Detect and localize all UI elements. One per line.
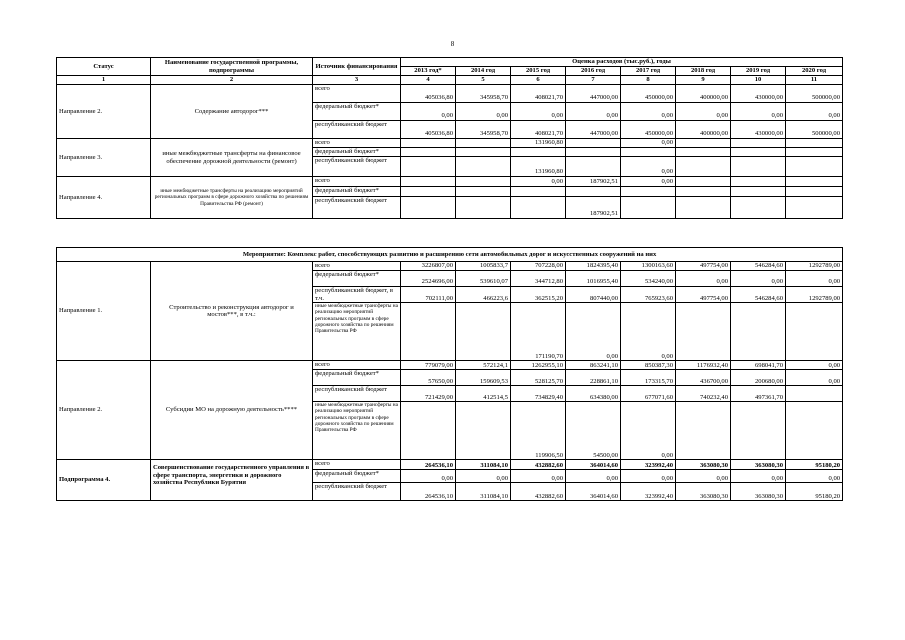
cell-value: 0,00 (731, 470, 786, 483)
cell-value: 497754,00 (676, 287, 731, 303)
header-column-number: 9 (676, 76, 731, 85)
row-source: федеральный бюджет* (313, 148, 401, 157)
table-row (57, 85, 843, 103)
cell-value: 0,00 (786, 271, 843, 287)
header-column-number: 5 (456, 76, 511, 85)
row-source: всего (313, 361, 401, 370)
cell-value: 1300163,60 (621, 262, 676, 271)
cell-value (676, 148, 731, 157)
cell-value: 364014,60 (566, 460, 621, 470)
cell-value: 497361,70 (731, 386, 786, 402)
cell-value: 264536,10 (401, 483, 456, 501)
row-source: республиканский бюджет (313, 386, 401, 402)
row-name: иные межбюджетные трансферты на реализацию мероприятий региональных программ в сфере дорожного хозяйства по решениям Правительства РФ (ремонт) (151, 177, 313, 219)
row-source: республиканский бюджет (313, 197, 401, 219)
cell-value (566, 139, 621, 148)
cell-value (786, 177, 843, 187)
cell-value: 323992,40 (621, 460, 676, 470)
cell-value: 500000,00 (786, 121, 843, 139)
row-name: Строительство и реконструкция автодорог и мостов***, в т.ч.: (151, 262, 313, 361)
cell-value: 0,00 (621, 177, 676, 187)
row-source: всего (313, 177, 401, 187)
row-status: Направление 2. (57, 361, 151, 460)
cell-value: 57650,00 (401, 370, 456, 386)
cell-value: 131960,80 (511, 139, 566, 148)
cell-value: 734829,40 (511, 386, 566, 402)
cell-value (511, 148, 566, 157)
cell-value: 432882,60 (511, 460, 566, 470)
header-column-number: 10 (731, 76, 786, 85)
header-estimate: Оценка расходов (тыс.руб.), годы (401, 58, 843, 67)
cell-value (786, 197, 843, 219)
cell-value: 466223,6 (456, 287, 511, 303)
cell-value: 0,00 (511, 470, 566, 483)
table-row (57, 460, 843, 470)
cell-value: 405036,80 (401, 85, 456, 103)
cell-value: 447000,00 (566, 121, 621, 139)
cell-value: 159609,53 (456, 370, 511, 386)
row-source: иные межбюджетные трансферты на реализацию мероприятий региональных программ в сфере дорожного хозяйства по решениям Правительства РФ (313, 402, 401, 460)
cell-value (676, 139, 731, 148)
cell-value (401, 148, 456, 157)
cell-value (676, 157, 731, 177)
cell-value: 0,00 (676, 271, 731, 287)
cell-value: 0,00 (566, 303, 621, 361)
cell-value: 344712,80 (511, 271, 566, 287)
cell-value (786, 148, 843, 157)
cell-value: 539610,07 (456, 271, 511, 287)
cell-value: 311084,10 (456, 460, 511, 470)
cell-value: 95180,20 (786, 460, 843, 470)
cell-value (621, 197, 676, 219)
cell-value (786, 187, 843, 197)
cell-value: 430000,00 (731, 85, 786, 103)
cell-value (456, 177, 511, 187)
cell-value: 450000,00 (621, 85, 676, 103)
cell-value: 0,00 (786, 361, 843, 370)
table-row (57, 177, 843, 187)
cell-value (401, 177, 456, 187)
cell-value: 702111,00 (401, 287, 456, 303)
cell-value: 497754,00 (676, 262, 731, 271)
header-column-number: 11 (786, 76, 843, 85)
cell-value: 430000,00 (731, 121, 786, 139)
cell-value: 412514,5 (456, 386, 511, 402)
cell-value: 0,00 (731, 103, 786, 121)
cell-value: 572124,1 (456, 361, 511, 370)
row-status: Направление 3. (57, 139, 151, 177)
cell-value (456, 187, 511, 197)
cell-value: 850387,30 (621, 361, 676, 370)
cell-value (786, 386, 843, 402)
header-name: Наименование государственной программы, подпрограммы (151, 58, 313, 76)
header-year: 2015 год (511, 67, 566, 76)
row-source: всего (313, 85, 401, 103)
cell-value: 534240,00 (621, 271, 676, 287)
cell-value: 200680,00 (731, 370, 786, 386)
cell-value: 0,00 (786, 370, 843, 386)
cell-value: 187902,51 (566, 197, 621, 219)
cell-value: 0,00 (401, 103, 456, 121)
cell-value: 119906,50 (511, 402, 566, 460)
header-column-number: 1 (57, 76, 151, 85)
cell-value: 500000,00 (786, 85, 843, 103)
cell-value (621, 187, 676, 197)
row-source: федеральный бюджет* (313, 271, 401, 287)
cell-value (401, 157, 456, 177)
cell-value: 0,00 (621, 157, 676, 177)
cell-value (456, 148, 511, 157)
cell-value (456, 139, 511, 148)
row-status: Направление 4. (57, 177, 151, 219)
cell-value (731, 303, 786, 361)
row-status: Подпрограмма 4. (57, 460, 151, 501)
cell-value: 0,00 (511, 103, 566, 121)
header-year: 2014 год (456, 67, 511, 76)
table-row (57, 262, 843, 271)
header-status: Статус (57, 58, 151, 76)
cell-value (786, 157, 843, 177)
cell-value: 779079,00 (401, 361, 456, 370)
cell-value (401, 187, 456, 197)
cell-value: 765923,60 (621, 287, 676, 303)
cell-value: 1824395,40 (566, 262, 621, 271)
cell-value (401, 402, 456, 460)
cell-value: 528125,70 (511, 370, 566, 386)
cell-value: 264536,10 (401, 460, 456, 470)
cell-value: 546284,60 (731, 262, 786, 271)
cell-value: 0,00 (621, 139, 676, 148)
cell-value (401, 303, 456, 361)
header-column-number: 6 (511, 76, 566, 85)
cell-value: 323992,40 (621, 483, 676, 501)
header-year: 2019 год (731, 67, 786, 76)
cell-value: 0,00 (676, 103, 731, 121)
header-column-number: 3 (313, 76, 401, 85)
cell-value (731, 187, 786, 197)
cell-value: 0,00 (456, 103, 511, 121)
cell-value: 0,00 (456, 470, 511, 483)
cell-value: 131960,80 (511, 157, 566, 177)
row-status: Направление 2. (57, 85, 151, 139)
cell-value: 546284,60 (731, 287, 786, 303)
row-source: республиканский бюджет (313, 157, 401, 177)
budget-table-bottom (56, 247, 843, 501)
cell-value: 0,00 (566, 103, 621, 121)
budget-table-top (56, 57, 843, 219)
row-source: федеральный бюджет* (313, 470, 401, 483)
cell-value: 1016955,40 (566, 271, 621, 287)
cell-value (676, 402, 731, 460)
cell-value: 0,00 (676, 470, 731, 483)
cell-value: 345958,70 (456, 85, 511, 103)
cell-value: 363080,30 (731, 460, 786, 470)
row-source: республиканский бюджет (313, 483, 401, 501)
row-source: республиканский бюджет (313, 121, 401, 139)
header-column-number: 4 (401, 76, 456, 85)
cell-value: 405036,80 (401, 121, 456, 139)
cell-value (731, 402, 786, 460)
cell-value (566, 148, 621, 157)
cell-value: 1262955,10 (511, 361, 566, 370)
cell-value: 187902,51 (566, 177, 621, 187)
cell-value: 721429,00 (401, 386, 456, 402)
cell-value: 0,00 (401, 470, 456, 483)
cell-value: 408021,70 (511, 85, 566, 103)
header-year: 2013 год* (401, 67, 456, 76)
table-row (57, 139, 843, 148)
cell-value: 363080,30 (676, 483, 731, 501)
cell-value: 0,00 (511, 177, 566, 187)
cell-value: 0,00 (786, 470, 843, 483)
row-source: всего (313, 460, 401, 470)
row-source: всего (313, 262, 401, 271)
row-source: федеральный бюджет* (313, 370, 401, 386)
cell-value (456, 197, 511, 219)
row-name: Субсидии МО на дорожную деятельность**** (151, 361, 313, 460)
cell-value (566, 187, 621, 197)
cell-value: 450000,00 (621, 121, 676, 139)
page-number: 8 (450, 40, 455, 48)
cell-value: 634380,00 (566, 386, 621, 402)
cell-value: 677071,60 (621, 386, 676, 402)
cell-value (786, 303, 843, 361)
cell-value: 0,00 (621, 103, 676, 121)
cell-value: 362515,20 (511, 287, 566, 303)
cell-value: 0,00 (621, 470, 676, 483)
cell-value: 707228,00 (511, 262, 566, 271)
cell-value: 363080,30 (731, 483, 786, 501)
header-column-number: 8 (621, 76, 676, 85)
row-name: Совершенствование государственного управления в сфере транспорта, энергетики и дорожного хозяйства Республики Бурятия (151, 460, 313, 501)
cell-value (401, 139, 456, 148)
cell-value: 0,00 (621, 402, 676, 460)
header-year: 2017 год (621, 67, 676, 76)
cell-value: 408021,70 (511, 121, 566, 139)
cell-value: 364014,60 (566, 483, 621, 501)
header-column-number: 7 (566, 76, 621, 85)
cell-value: 400000,00 (676, 121, 731, 139)
cell-value: 171190,70 (511, 303, 566, 361)
cell-value: 740232,40 (676, 386, 731, 402)
cell-value (731, 139, 786, 148)
cell-value (401, 197, 456, 219)
cell-value: 447000,00 (566, 85, 621, 103)
cell-value: 0,00 (566, 470, 621, 483)
cell-value: 0,00 (731, 271, 786, 287)
cell-value: 173315,70 (621, 370, 676, 386)
cell-value: 436700,00 (676, 370, 731, 386)
row-name: иные межбюджетные трансферты на финансовое обеспечение дорожной деятельности (ремонт) (151, 139, 313, 177)
cell-value: 228861,10 (566, 370, 621, 386)
cell-value: 400000,00 (676, 85, 731, 103)
cell-value (676, 187, 731, 197)
cell-value: 345958,70 (456, 121, 511, 139)
cell-value: 311084,10 (456, 483, 511, 501)
cell-value (731, 177, 786, 187)
cell-value (456, 157, 511, 177)
row-name: Содержание автодорог*** (151, 85, 313, 139)
row-source: всего (313, 139, 401, 148)
cell-value: 3226807,00 (401, 262, 456, 271)
row-source: республиканский бюджет, в т.ч. (313, 287, 401, 303)
cell-value (676, 177, 731, 187)
header-year: 2020 год (786, 67, 843, 76)
cell-value: 2524696,00 (401, 271, 456, 287)
row-source: федеральный бюджет* (313, 103, 401, 121)
cell-value: 1005833,7 (456, 262, 511, 271)
cell-value (456, 402, 511, 460)
cell-value (786, 402, 843, 460)
cell-value: 0,00 (786, 103, 843, 121)
cell-value (676, 303, 731, 361)
cell-value (456, 303, 511, 361)
cell-value: 1292789,00 (786, 262, 843, 271)
row-source: иные межбюджетные трансферты на реализацию мероприятий региональных программ в сфере дорожного хозяйства по решениям Правительства РФ (313, 303, 401, 361)
cell-value (786, 139, 843, 148)
cell-value (731, 157, 786, 177)
cell-value: 0,00 (621, 303, 676, 361)
cell-value (676, 197, 731, 219)
cell-value: 363080,30 (676, 460, 731, 470)
cell-value (566, 157, 621, 177)
measure-banner: Мероприятие: Комплекс работ, способствующих развитию и расширению сети автомобильных дорог и искусственных сооружений на них (57, 248, 843, 262)
cell-value (621, 148, 676, 157)
cell-value: 1292789,00 (786, 287, 843, 303)
cell-value (731, 148, 786, 157)
cell-value: 863241,10 (566, 361, 621, 370)
cell-value (731, 197, 786, 219)
cell-value (511, 197, 566, 219)
cell-value: 54500,00 (566, 402, 621, 460)
header-year: 2016 год (566, 67, 621, 76)
header-source: Источник финансирования (313, 58, 401, 76)
cell-value (511, 187, 566, 197)
header-column-number: 2 (151, 76, 313, 85)
cell-value: 432882,60 (511, 483, 566, 501)
cell-value: 1176932,40 (676, 361, 731, 370)
cell-value: 807440,00 (566, 287, 621, 303)
cell-value: 698041,70 (731, 361, 786, 370)
header-year: 2018 год (676, 67, 731, 76)
table-row (57, 361, 843, 370)
row-status: Направление 1. (57, 262, 151, 361)
cell-value: 95180,20 (786, 483, 843, 501)
row-source: федеральный бюджет* (313, 187, 401, 197)
